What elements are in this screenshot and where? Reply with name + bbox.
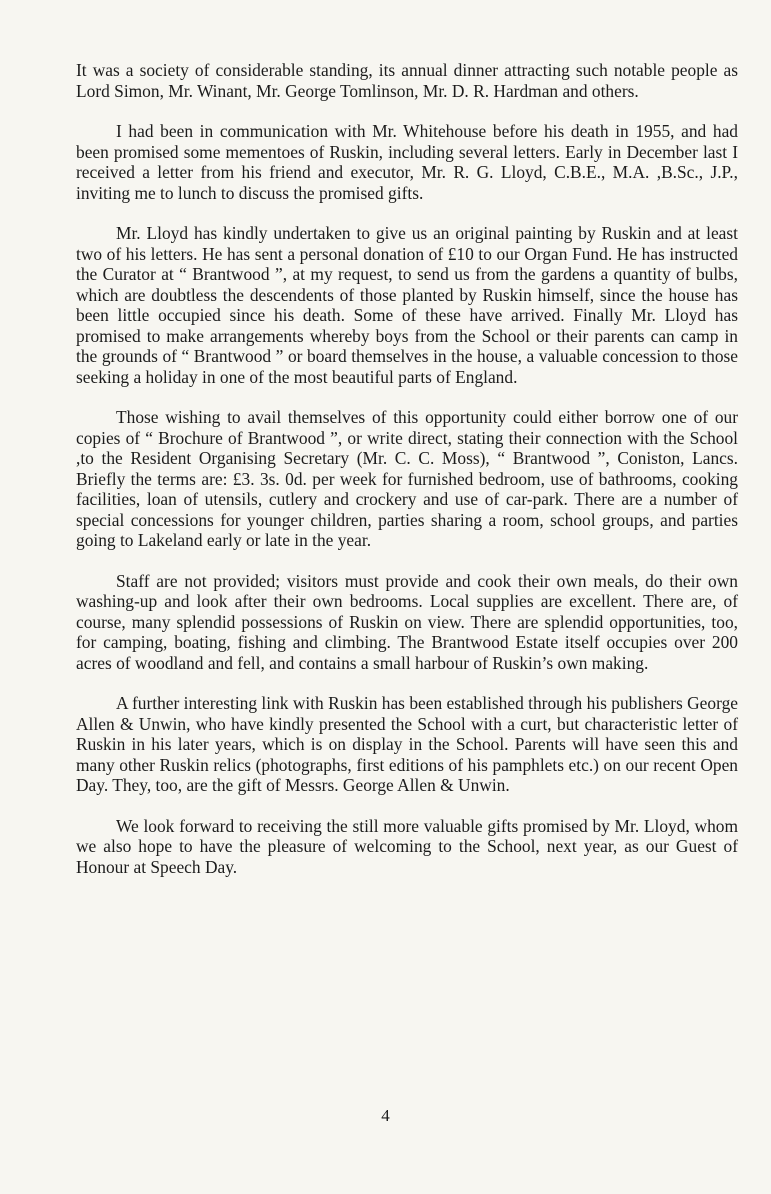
paragraph-whitehouse: I had been in communication with Mr. Whitehouse before his death in 1955, and had been promised some mementoes of Ruskin, including several letters. Early in December last I received a letter from his friend and executor, Mr. R. G. Lloyd, C.B.E., M.A. ,B.Sc., J.P., inviting me to lunch to discuss the promised gifts.: [76, 121, 738, 203]
paragraph-closing: We look forward to receiving the still more valuable gifts promised by Mr. Lloyd, whom we also hope to have the pleasure of welcoming to the School, next year, as our Guest of Honour at Speech Day.: [76, 815, 738, 877]
paragraph-lloyd-gifts: Mr. Lloyd has kindly undertaken to give us an original painting by Ruskin and at least two of his letters. He has sent a personal donation of £10 to our Organ Fund. He has instructed the Curator at “ Brantwood ”, at my request, to send us from the gardens a quantity of bulbs, which are doubtless the descendents of those planted by Ruskin himself, since the house has been little occupied since his death. Some of these have arrived. Finally Mr. Lloyd has promised to make arrangements whereby boys from the School or their parents can camp in the grounds of “ Brantwood ” or board themselves in the house, a valuable concession to those seeking a holiday in one of the most beautiful parts of England.: [76, 223, 738, 387]
paragraph-brantwood-terms: Those wishing to avail themselves of this opportunity could either borrow one of our copies of “ Brochure of Brantwood ”, or write direct, stating their connection with the School ,to the Resident Organising Secretary (Mr. C. C. Moss), “ Brantwood ”, Coniston, Lancs. Briefly the terms are: £3. 3s. 0d. per week for furnished bedroom, use of bathrooms, cooking facilities, loan of utensils, cutlery and crockery and use of car-park. There are a number of special concessions for younger children, parties sharing a room, school groups, and parties going to Lakeland early or late in the year.: [76, 407, 738, 550]
paragraph-allen-unwin: A further interesting link with Ruskin has been established through his publishers George Allen & Unwin, who have kindly presented the School with a curt, but characteristic letter of Ruskin in his later years, which is on display in the School. Parents will have seen this and many other Ruskin relics (photographs, first editions of his pamphlets etc.) on our recent Open Day. They, too, are the gift of Messrs. George Allen & Unwin.: [76, 693, 738, 795]
page-number: 4: [381, 1106, 390, 1125]
paragraph-society: It was a society of considerable standing, its annual dinner attracting such notable people as Lord Simon, Mr. Winant, Mr. George Tomlinson, Mr. D. R. Hardman and others.: [76, 60, 738, 101]
document-page: [76, 60, 738, 897]
paragraph-staff: Staff are not provided; visitors must provide and cook their own meals, do their own washing-up and look after their own bedrooms. Local supplies are excellent. There are, of course, many splendid possessions of Ruskin on view. There are splendid opportunities, too, for camping, boating, fishing and climbing. The Brantwood Estate itself occupies over 200 acres of woodland and fell, and contains a small harbour of Ruskin’s own making.: [76, 570, 738, 673]
